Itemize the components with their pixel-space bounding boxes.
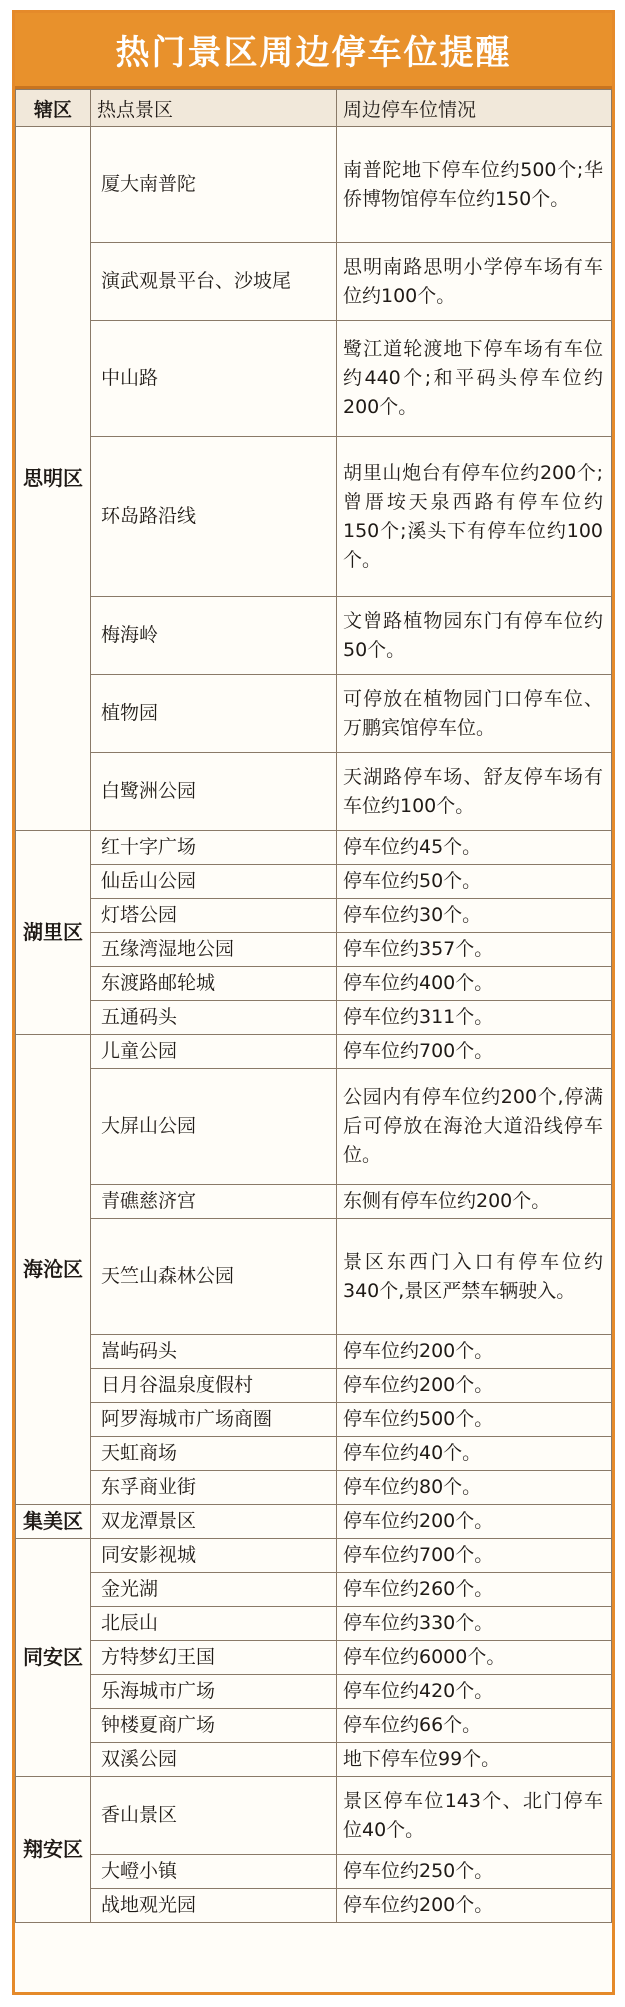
- parking-info-cell: 停车位约250个。: [337, 1855, 612, 1889]
- parking-info-cell: 停车位约357个。: [337, 933, 612, 967]
- spot-cell: 香山景区: [91, 1777, 337, 1855]
- spot-cell: 阿罗海城市广场商圈: [91, 1403, 337, 1437]
- district-cell: 思明区: [16, 127, 91, 831]
- table-row: [16, 1437, 612, 1471]
- district-cell: 翔安区: [16, 1777, 91, 1923]
- parking-info-cell: 鹭江道轮渡地下停车场有车位约440个;和平码头停车位约200个。: [337, 321, 612, 437]
- spot-cell: 红十字广场: [91, 831, 337, 865]
- table-row: [16, 865, 612, 899]
- spot-cell: 战地观光园: [91, 1889, 337, 1923]
- parking-info-cell: 胡里山炮台有停车位约200个;曾厝垵天泉西路有停车位约150个;溪头下有停车位约100个。: [337, 437, 612, 597]
- parking-info-cell: 文曾路植物园东门有停车位约50个。: [337, 597, 612, 675]
- spot-cell: 东渡路邮轮城: [91, 967, 337, 1001]
- spot-cell: 青礁慈济宫: [91, 1185, 337, 1219]
- table-row: [16, 243, 612, 321]
- district-cell: 湖里区: [16, 831, 91, 1035]
- spot-cell: 五通码头: [91, 1001, 337, 1035]
- header-district: 辖区: [16, 90, 91, 127]
- parking-info-cell: 停车位约40个。: [337, 1437, 612, 1471]
- table-row: [16, 1069, 612, 1185]
- table-row: [16, 1777, 612, 1855]
- table-row: [16, 321, 612, 437]
- table-row: [16, 1855, 612, 1889]
- table-row: [16, 1641, 612, 1675]
- spot-cell: 儿童公园: [91, 1035, 337, 1069]
- spot-cell: 仙岳山公园: [91, 865, 337, 899]
- table-row: [16, 675, 612, 753]
- parking-info-cell: 公园内有停车位约200个,停满后可停放在海沧大道沿线停车位。: [337, 1069, 612, 1185]
- parking-table: [15, 89, 612, 1923]
- table-row: [16, 1573, 612, 1607]
- spot-cell: 梅海岭: [91, 597, 337, 675]
- parking-info-cell: 景区东西门入口有停车位约340个,景区严禁车辆驶入。: [337, 1219, 612, 1335]
- spot-cell: 日月谷温泉度假村: [91, 1369, 337, 1403]
- table-row: [16, 1185, 612, 1219]
- parking-notice-panel: [12, 10, 615, 1995]
- table-row: [16, 1709, 612, 1743]
- table-row: [16, 1505, 612, 1539]
- district-cell: 集美区: [16, 1505, 91, 1539]
- table-row: [16, 1335, 612, 1369]
- table-header-row: [16, 90, 612, 127]
- parking-info-cell: 停车位约200个。: [337, 1369, 612, 1403]
- parking-info-cell: 停车位约50个。: [337, 865, 612, 899]
- district-cell: 同安区: [16, 1539, 91, 1777]
- parking-info-cell: 停车位约311个。: [337, 1001, 612, 1035]
- table-row: [16, 753, 612, 831]
- spot-cell: 北辰山: [91, 1607, 337, 1641]
- spot-cell: 大嶝小镇: [91, 1855, 337, 1889]
- parking-info-cell: 地下停车位99个。: [337, 1743, 612, 1777]
- spot-cell: 厦大南普陀: [91, 127, 337, 243]
- table-row: [16, 1219, 612, 1335]
- table-row: [16, 1035, 612, 1069]
- parking-info-cell: 南普陀地下停车位约500个;华侨博物馆停车位约150个。: [337, 127, 612, 243]
- table-row: [16, 1471, 612, 1505]
- spot-cell: 白鹭洲公园: [91, 753, 337, 831]
- table-row: [16, 1743, 612, 1777]
- table-row: [16, 1369, 612, 1403]
- spot-cell: 天虹商场: [91, 1437, 337, 1471]
- district-cell: 海沧区: [16, 1035, 91, 1505]
- spot-cell: 演武观景平台、沙坡尾: [91, 243, 337, 321]
- parking-info-cell: 东侧有停车位约200个。: [337, 1185, 612, 1219]
- spot-cell: 环岛路沿线: [91, 437, 337, 597]
- spot-cell: 天竺山森林公园: [91, 1219, 337, 1335]
- table-row: [16, 1607, 612, 1641]
- parking-info-cell: 景区停车位143个、北门停车位40个。: [337, 1777, 612, 1855]
- table-row: [16, 127, 612, 243]
- spot-cell: 东孚商业街: [91, 1471, 337, 1505]
- spot-cell: 乐海城市广场: [91, 1675, 337, 1709]
- parking-info-cell: 停车位约80个。: [337, 1471, 612, 1505]
- table-row: [16, 1889, 612, 1923]
- parking-info-cell: 天湖路停车场、舒友停车场有车位约100个。: [337, 753, 612, 831]
- parking-info-cell: 停车位约6000个。: [337, 1641, 612, 1675]
- header-info: 周边停车位情况: [337, 90, 612, 127]
- parking-info-cell: 停车位约400个。: [337, 967, 612, 1001]
- spot-cell: 方特梦幻王国: [91, 1641, 337, 1675]
- spot-cell: 嵩屿码头: [91, 1335, 337, 1369]
- spot-cell: 五缘湾湿地公园: [91, 933, 337, 967]
- spot-cell: 植物园: [91, 675, 337, 753]
- spot-cell: 灯塔公园: [91, 899, 337, 933]
- parking-info-cell: 停车位约260个。: [337, 1573, 612, 1607]
- spot-cell: 大屏山公园: [91, 1069, 337, 1185]
- parking-info-cell: 停车位约45个。: [337, 831, 612, 865]
- parking-info-cell: 停车位约330个。: [337, 1607, 612, 1641]
- parking-info-cell: 停车位约500个。: [337, 1403, 612, 1437]
- parking-info-cell: 停车位约700个。: [337, 1035, 612, 1069]
- table-row: [16, 899, 612, 933]
- parking-info-cell: 停车位约200个。: [337, 1889, 612, 1923]
- parking-info-cell: 停车位约700个。: [337, 1539, 612, 1573]
- parking-info-cell: 可停放在植物园门口停车位、万鹏宾馆停车位。: [337, 675, 612, 753]
- spot-cell: 中山路: [91, 321, 337, 437]
- header-spot: 热点景区: [91, 90, 337, 127]
- spot-cell: 双溪公园: [91, 1743, 337, 1777]
- table-row: [16, 1675, 612, 1709]
- table-row: [16, 1001, 612, 1035]
- title-banner: [15, 13, 612, 89]
- spot-cell: 双龙潭景区: [91, 1505, 337, 1539]
- spot-cell: 金光湖: [91, 1573, 337, 1607]
- table-row: [16, 597, 612, 675]
- table-body: [16, 127, 612, 1923]
- parking-info-cell: 停车位约420个。: [337, 1675, 612, 1709]
- table-row: [16, 437, 612, 597]
- parking-info-cell: 思明南路思明小学停车场有车位约100个。: [337, 243, 612, 321]
- table-row: [16, 933, 612, 967]
- parking-info-cell: 停车位约30个。: [337, 899, 612, 933]
- table-row: [16, 831, 612, 865]
- table-row: [16, 1539, 612, 1573]
- parking-info-cell: 停车位约200个。: [337, 1505, 612, 1539]
- table-row: [16, 1403, 612, 1437]
- spot-cell: 钟楼夏商广场: [91, 1709, 337, 1743]
- parking-info-cell: 停车位约66个。: [337, 1709, 612, 1743]
- page-title: 热门景区周边停车位提醒: [115, 33, 512, 73]
- spot-cell: 同安影视城: [91, 1539, 337, 1573]
- parking-info-cell: 停车位约200个。: [337, 1335, 612, 1369]
- table-row: [16, 967, 612, 1001]
